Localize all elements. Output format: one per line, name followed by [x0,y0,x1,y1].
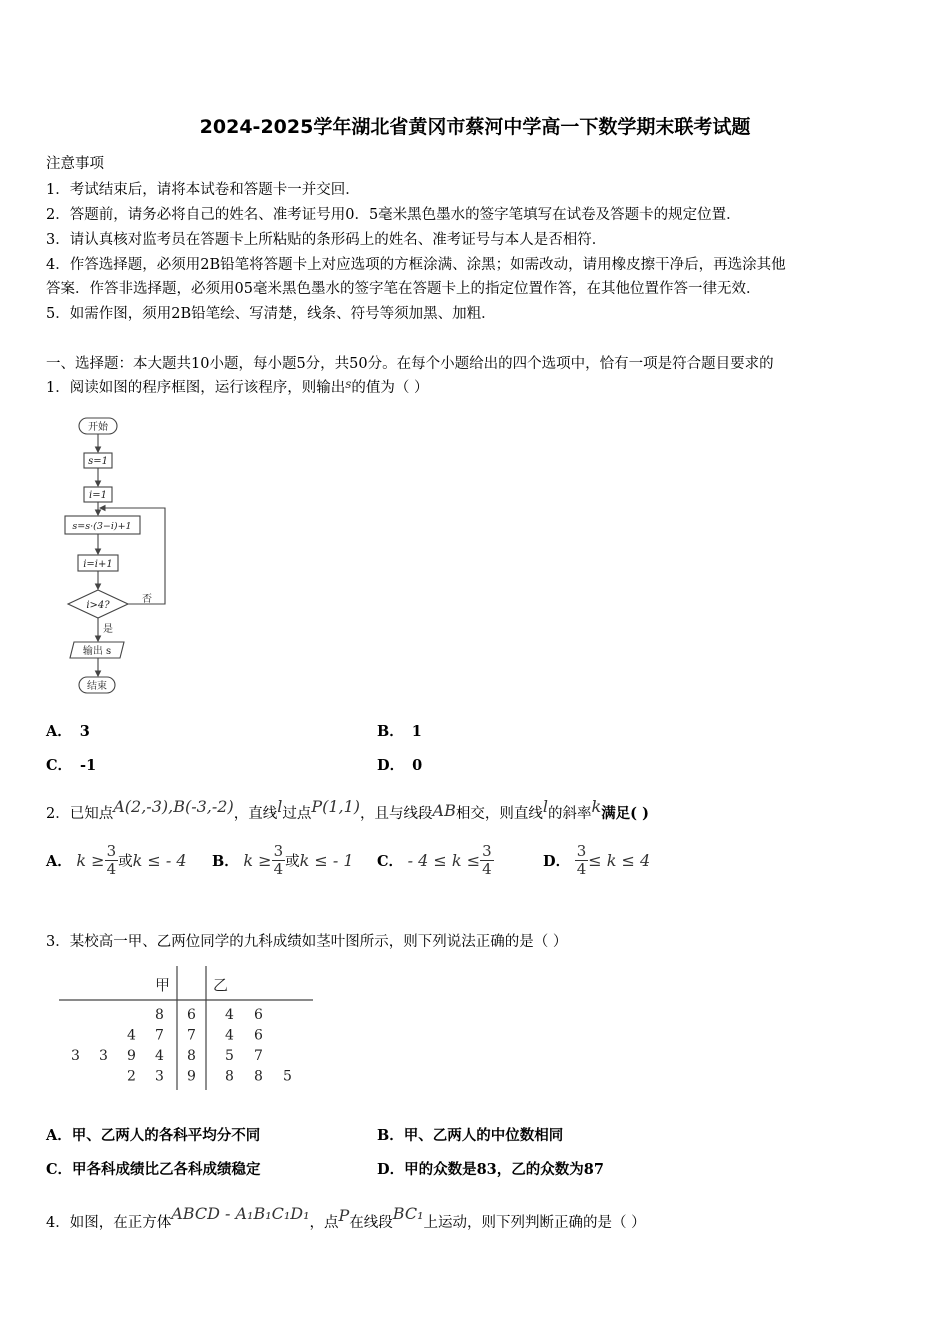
flow-end-text: 结束 [87,681,107,692]
leaf-jia: 3 [71,1048,80,1064]
q4-segment: BC₁ [392,1204,424,1223]
flowchart [60,412,190,697]
notice-item: 4．作答选择题，必须用2B铅笔将答题卡上对应选项的方框涂满、涂黑；如需改动，请用橡皮擦干净后，再选涂其他 [46,257,786,273]
flow-yes-label: 是 [103,624,113,635]
notice-item: 5．如需作图，须用2B铅笔绘、写清楚，线条、符号等须加黑、加粗． [46,306,496,322]
flow-update-text: s=s·(3−i)+1 [72,521,132,532]
leaf-jia: 4 [155,1048,164,1064]
leaf-yi: 4 [225,1007,234,1023]
q2-option-b[interactable]: B． k ≥ $\frac{3}{4}$ 或k ≤ - 1 [212,842,354,878]
leaf-jia: 8 [155,1007,164,1023]
page-title: 2024-2025学年湖北省黄冈市蔡河中学高一下数学期末联考试题 [199,116,751,138]
q1-stem-a: 1．阅读如图的程序框图，运行该程序，则输出 [46,380,346,396]
leaf-jia: 3 [155,1068,164,1085]
leaf-jia: 9 [127,1048,136,1064]
question-1 [46,376,429,397]
q2-option-c[interactable]: C． - 4 ≤ k ≤ $\frac{3}{4}$ [377,842,492,878]
question-3: 3．某校高一甲、乙两位同学的九科成绩如茎叶图所示，则下列说法正确的是（ ） [46,934,568,950]
leaf-yi: 7 [254,1048,263,1064]
q3-option-d[interactable]: D．甲的众数是83，乙的众数为87 [377,1161,604,1178]
question-4: 4．如图，在正方体ABCD - A₁B₁C₁D₁，点P在线段BC₁上运动，则下列判断正确的是（ ） [46,1204,646,1231]
flow-inc-text: i=i+1 [83,559,113,570]
q1-option-b[interactable]: B． 1 [377,723,422,740]
notice-heading: 注意事项 [46,156,104,172]
plot-head-jia: 甲 [155,976,171,994]
flow-output-text: 输出 s [82,646,112,657]
notice-item: 3．请认真核对监考员在答题卡上所粘贴的条形码上的姓名、准考证号与本人是否相符． [46,232,607,248]
leaf-yi: 6 [254,1027,263,1044]
leaf-jia: 7 [155,1027,164,1044]
q1-stem-b: 的值为（ ） [351,380,429,396]
notice-item: 1．考试结束后，请将本试卷和答题卡一并交回． [46,182,360,198]
flow-start-text: 开始 [88,422,108,433]
leaf-jia: 3 [99,1048,108,1064]
q2-points: A(2,-3),B(-3,-2) [113,797,234,816]
stem-value: 9 [187,1068,196,1085]
leaf-yi: 4 [225,1027,234,1044]
q1-option-d[interactable]: D． 0 [377,757,423,774]
leaf-yi: 5 [225,1048,234,1064]
q2-point-p: P(1,1) [311,797,361,816]
notice-item: 答案．作答非选择题，必须用05毫米黑色墨水的签字笔在答题卡上的指定位置作答，在其他位置作答一律无效． [46,281,761,297]
plot-head-yi: 乙 [213,976,229,994]
flow-i-init-text: i=1 [89,490,107,501]
stem-value: 8 [187,1048,196,1064]
question-2: 2．已知点A(2,-3),B(-3,-2)，直线l过点P(1,1)，且与线段AB相交，则直线l的斜率k满足( ) [46,797,649,822]
section-heading: 一、选择题：本大题共10小题，每小题5分，共50分。在每个小题给出的四个选项中，恰有一项是符合题目要求的 [46,356,774,372]
flow-no-label: 否 [142,594,152,605]
q2-option-d[interactable]: D． $\frac{3}{4}$ ≤ k ≤ 4 [543,842,651,878]
leaf-yi: 5 [283,1068,292,1085]
q2-option-a[interactable]: A． k ≥ $\frac{3}{4}$ 或k ≤ - 4 [46,842,187,878]
q3-option-b[interactable]: B．甲、乙两人的中位数相同 [377,1127,564,1144]
flow-cond-text: i>4? [86,600,110,611]
q1-option-c[interactable]: C． -1 [46,757,97,774]
leaf-yi: 8 [254,1068,263,1085]
q4-cube: ABCD - A₁B₁C₁D₁ [171,1204,310,1223]
q1-var: s [345,377,352,391]
notice-item: 2．答题前，请务必将自己的姓名、准考证号用0．5毫米黑色墨水的签字笔填写在试卷及答题卡的规定位置． [46,207,741,223]
stem-value: 7 [187,1027,196,1044]
q3-option-a[interactable]: A．甲、乙两人的各科平均分不同 [46,1127,261,1144]
q1-option-a[interactable]: A． 3 [46,723,90,740]
stem-value: 6 [187,1007,196,1023]
leaf-jia: 2 [127,1068,136,1085]
leaf-jia: 4 [127,1027,136,1044]
leaf-yi: 8 [225,1068,234,1085]
leaf-yi: 6 [254,1007,263,1023]
stem-leaf-plot [55,962,320,1094]
flow-s-init-text: s=1 [88,456,108,467]
q3-option-c[interactable]: C．甲各科成绩比乙各科成绩稳定 [46,1161,261,1178]
